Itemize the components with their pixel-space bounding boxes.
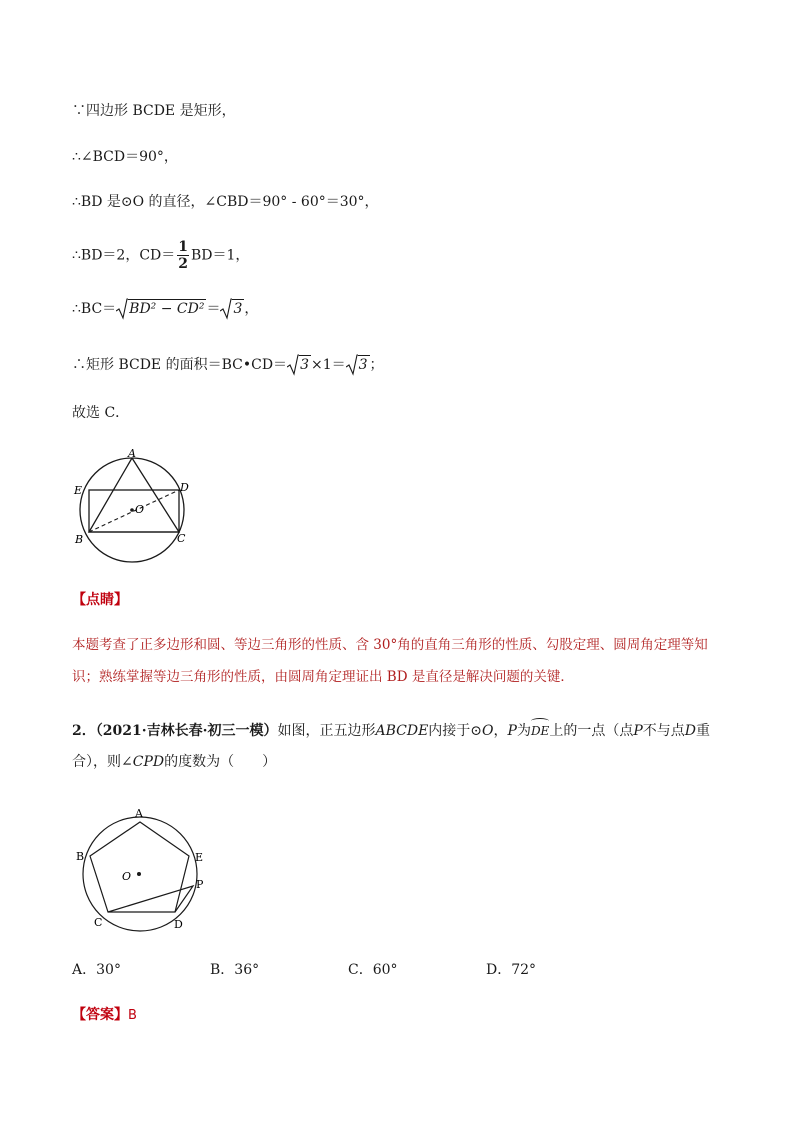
option-d-letter: D． bbox=[486, 962, 512, 978]
pentagon-abcde bbox=[90, 822, 189, 912]
q2-point-p-2: P bbox=[633, 723, 643, 739]
label-e: E bbox=[74, 484, 83, 497]
q2-text-g: 重 bbox=[695, 723, 710, 739]
question-2-line-2 bbox=[72, 752, 276, 772]
q2-angle-cpd: CPD bbox=[132, 754, 165, 770]
q2-text2-a: 合），则∠ bbox=[72, 754, 133, 770]
sqrt-bd2-cd2 bbox=[116, 298, 206, 320]
option-b-value: 36° bbox=[234, 962, 260, 978]
figure-circle-triangle-rectangle bbox=[70, 444, 200, 564]
q2-text2-b: 的度数为（ ） bbox=[164, 754, 277, 770]
center-point-o bbox=[137, 872, 141, 876]
radical-sign-icon bbox=[220, 298, 232, 320]
answer-line bbox=[72, 1005, 137, 1026]
fraction-one-half bbox=[177, 240, 189, 271]
option-b[interactable] bbox=[210, 960, 259, 980]
question-number: 2． bbox=[72, 723, 96, 739]
label-b: B bbox=[75, 533, 84, 546]
solution-line-6 bbox=[72, 354, 384, 376]
line6-suffix: ； bbox=[369, 357, 384, 373]
label-b: B bbox=[76, 850, 85, 863]
label-p: P bbox=[196, 878, 204, 891]
radicand-3-a: 3 bbox=[300, 357, 309, 373]
label-d: D bbox=[180, 481, 189, 494]
line4-prefix: ∴BD＝2，CD＝ bbox=[72, 247, 176, 264]
radical-sign-icon bbox=[346, 354, 358, 376]
answer-heading: 【答案】 bbox=[72, 1007, 128, 1023]
q2-text-b: 内接于⊙ bbox=[428, 723, 483, 739]
fraction-denominator: 2 bbox=[178, 256, 189, 272]
option-a[interactable] bbox=[72, 960, 121, 980]
option-c-value: 60° bbox=[372, 962, 398, 978]
radicand-3-b: 3 bbox=[358, 357, 368, 373]
radicand-bd2-cd2: BD² − CD² bbox=[129, 301, 205, 317]
line5-equals: ＝ bbox=[206, 301, 221, 317]
label-c: C bbox=[177, 532, 186, 545]
option-d-value: 72° bbox=[511, 962, 537, 978]
q2-arc-de: DE bbox=[531, 717, 549, 741]
q2-polygon-name: ABCDE bbox=[375, 723, 429, 739]
solution-line-3: ∴BD 是⊙O 的直径，∠CBD＝90° - 60°＝30°， bbox=[72, 194, 379, 210]
line6-middle: ×1＝ bbox=[310, 357, 346, 373]
q2-text-c: ， bbox=[493, 723, 508, 739]
option-b-letter: B． bbox=[210, 962, 235, 978]
q2-point-p: P bbox=[507, 723, 517, 739]
label-a: A bbox=[128, 447, 136, 460]
option-a-letter: A． bbox=[72, 962, 97, 978]
solution-line-1: ∵四边形 BCDE 是矩形， bbox=[72, 103, 236, 119]
answer-value: B bbox=[128, 1008, 137, 1023]
angle-cpd-lines bbox=[108, 886, 193, 912]
label-a: A bbox=[135, 807, 143, 820]
comment-line-2: 识；熟练掌握等边三角形的性质，由圆周角定理证出 BD 是直径是解决问题的关键． bbox=[72, 669, 574, 685]
figure-pentagon-circle bbox=[72, 804, 222, 934]
fraction-numerator: 1 bbox=[178, 239, 189, 255]
line5-prefix: ∴BC＝ bbox=[72, 301, 117, 317]
triangle-abc bbox=[89, 458, 179, 532]
solution-line-7: 故选 C． bbox=[72, 405, 130, 421]
q2-text-e: 上的一点（点 bbox=[549, 723, 634, 739]
q2-text-d: 为 bbox=[516, 723, 531, 739]
solution-line-4 bbox=[72, 240, 249, 271]
solution-line-5 bbox=[72, 298, 258, 320]
label-o: O bbox=[122, 870, 132, 883]
comment-heading: 【点睛】 bbox=[72, 592, 128, 608]
radical-sign-icon bbox=[116, 298, 128, 320]
center-point-o bbox=[130, 508, 134, 512]
label-e: E bbox=[195, 851, 204, 864]
line6-prefix: ∴矩形 BCDE 的面积＝BC•CD＝ bbox=[72, 357, 288, 373]
option-c-letter: C． bbox=[348, 962, 373, 978]
sqrt-3 bbox=[220, 298, 244, 320]
q2-text-a: 如图，正五边形 bbox=[277, 723, 376, 739]
question-source: （2021·吉林长春·初三一模） bbox=[95, 723, 278, 739]
line5-suffix: ， bbox=[244, 301, 259, 317]
option-c[interactable] bbox=[348, 960, 398, 980]
q2-point-d: D bbox=[684, 723, 696, 739]
option-a-value: 30° bbox=[96, 962, 121, 978]
sqrt-3-a bbox=[287, 354, 311, 376]
solution-line-2: ∴∠BCD＝90°， bbox=[72, 149, 178, 165]
radical-sign-icon bbox=[287, 354, 299, 376]
q2-circle-o: O bbox=[482, 723, 494, 739]
option-d[interactable] bbox=[486, 960, 536, 980]
q2-text-f: 不与点 bbox=[642, 723, 685, 739]
line4-suffix: BD＝1， bbox=[191, 247, 250, 264]
sqrt-3-b bbox=[346, 354, 370, 376]
comment-line-1: 本题考查了正多边形和圆、等边三角形的性质、含 30°角的直角三角形的性质、勾股定理、圆周角定理等知 bbox=[72, 637, 708, 653]
label-o: O bbox=[135, 503, 145, 516]
label-c: C bbox=[94, 916, 103, 929]
radicand-3: 3 bbox=[233, 301, 243, 317]
question-2-line-1 bbox=[72, 717, 710, 741]
label-d: D bbox=[174, 918, 183, 931]
